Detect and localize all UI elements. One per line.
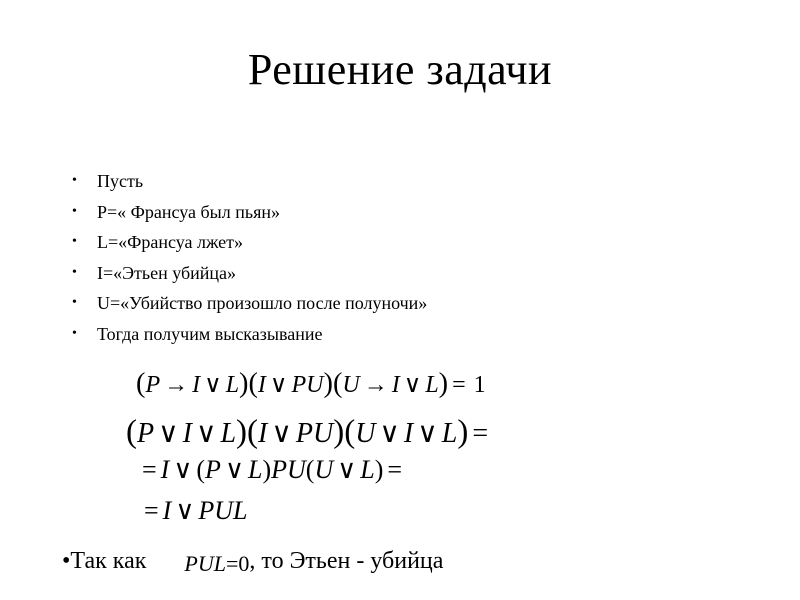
formula-paren: ) [239,368,249,399]
formula-operator: = [142,455,157,484]
formula-paren: ) [457,414,469,450]
formula-operator: = [225,551,239,576]
formula-variable: P [198,496,215,525]
bullet-marker: • [72,203,77,219]
formula-paren: ) [333,414,345,450]
formula-variable: I [258,418,268,449]
conclusion-suffix: , то Этьен - убийца [249,548,444,574]
formula-operator: ∨ [379,418,400,449]
slide-title: Решение задачи [247,45,553,94]
bullet-marker: • [72,325,77,341]
formula-paren: ( [126,414,137,450]
formula-variable: U [312,418,334,449]
formula-paren: ( [247,414,259,450]
formula-operator: ∨ [417,418,438,449]
formula-operator: = [144,496,159,525]
conclusion-formula [184,551,249,576]
formula-variable: I [391,372,400,398]
formula-operator: ∨ [195,418,217,449]
formula-variable: I [403,418,414,449]
formula-operator: = [452,372,466,398]
formula-operator: ∨ [173,455,193,484]
formula-paren: ) [236,414,248,450]
list-item-text: U=«Убийство произошло после полуночи» [97,293,428,314]
list-item-text: Пусть [97,171,144,191]
formula-operator: 0 [238,551,250,576]
formula-variable: I [192,372,201,398]
bullet-marker: • [72,295,77,311]
list-item-text: P=« Франсуа был пьян» [97,201,280,222]
formula-variable: I [182,418,192,449]
conclusion-bullet: • [62,548,71,574]
formula-variable: P [205,455,221,484]
formula-variable: U [197,551,214,576]
formula-variable: L [247,455,263,484]
formula-variable: I [257,372,266,398]
formula-variable: I [162,496,172,525]
formula-operator: ∨ [158,418,179,449]
formula-paren: ( [248,368,258,399]
formula-variable: P [137,418,155,449]
list-item [62,166,427,197]
list-item-text: I=«Этьен убийца» [97,262,237,283]
bullet-list [62,166,427,350]
list-item [62,319,427,350]
formula-variable: L [425,372,439,398]
conclusion-line [62,547,443,575]
conclusion-prefix: Так как [70,548,147,574]
formula-variable: L [220,418,237,449]
list-item [62,288,427,319]
bullet-marker: • [72,234,77,250]
formula-operator: 1 [473,372,486,398]
formula-variable: P [145,372,161,398]
formula-operator: ∨ [224,455,244,484]
formula-paren: ) [323,368,333,399]
formula-variable: U [355,418,376,449]
formula-operator: ∨ [269,372,288,398]
formula-line-2 [126,416,492,449]
formula-variable: P [291,372,307,398]
formula-variable: L [441,418,458,449]
formula-variable: I [160,455,170,484]
formula-variable: L [225,372,240,398]
formula-operator: ∨ [403,372,422,398]
formula-paren: ( [332,368,343,399]
list-item [62,227,427,258]
formula-paren: ( [196,455,206,484]
formula-paren: ) [374,455,384,484]
formula-paren: ( [136,368,146,399]
formula-line-3 [138,457,406,483]
formula-variable: L [233,496,248,525]
list-item [62,258,427,289]
formula-operator: = [472,418,489,449]
formula-variable: U [214,496,234,525]
list-item [62,197,427,228]
formula-operator: ∨ [204,372,222,398]
formula-variable: P [295,418,313,449]
formula-variable: U [342,372,360,398]
formula-paren: ) [262,455,272,484]
formula-paren: ) [438,368,449,399]
formula-variable: U [287,455,306,484]
formula-line-1 [136,370,490,398]
formula-operator: ∨ [271,418,292,449]
formula-operator: ∨ [175,496,195,525]
bullet-marker: • [72,264,77,280]
formula-variable: P [184,551,198,576]
formula-variable: P [271,455,287,484]
formula-variable: U [306,372,324,398]
list-item-text: Тогда получим высказывание [97,323,323,344]
formula-operator: → [164,372,189,398]
bullet-marker: • [72,173,77,188]
formula-operator: = [387,455,403,484]
formula-variable: L [360,455,375,484]
formula-paren: ( [305,455,315,484]
formula-variable: L [213,551,226,576]
formula-paren: ( [344,414,356,450]
formula-operator: → [363,372,388,398]
formula-variable: U [314,455,334,484]
formula-line-4 [140,498,248,524]
formula-operator: ∨ [337,455,357,484]
list-item-text: L=«Франсуа лжет» [97,232,244,253]
